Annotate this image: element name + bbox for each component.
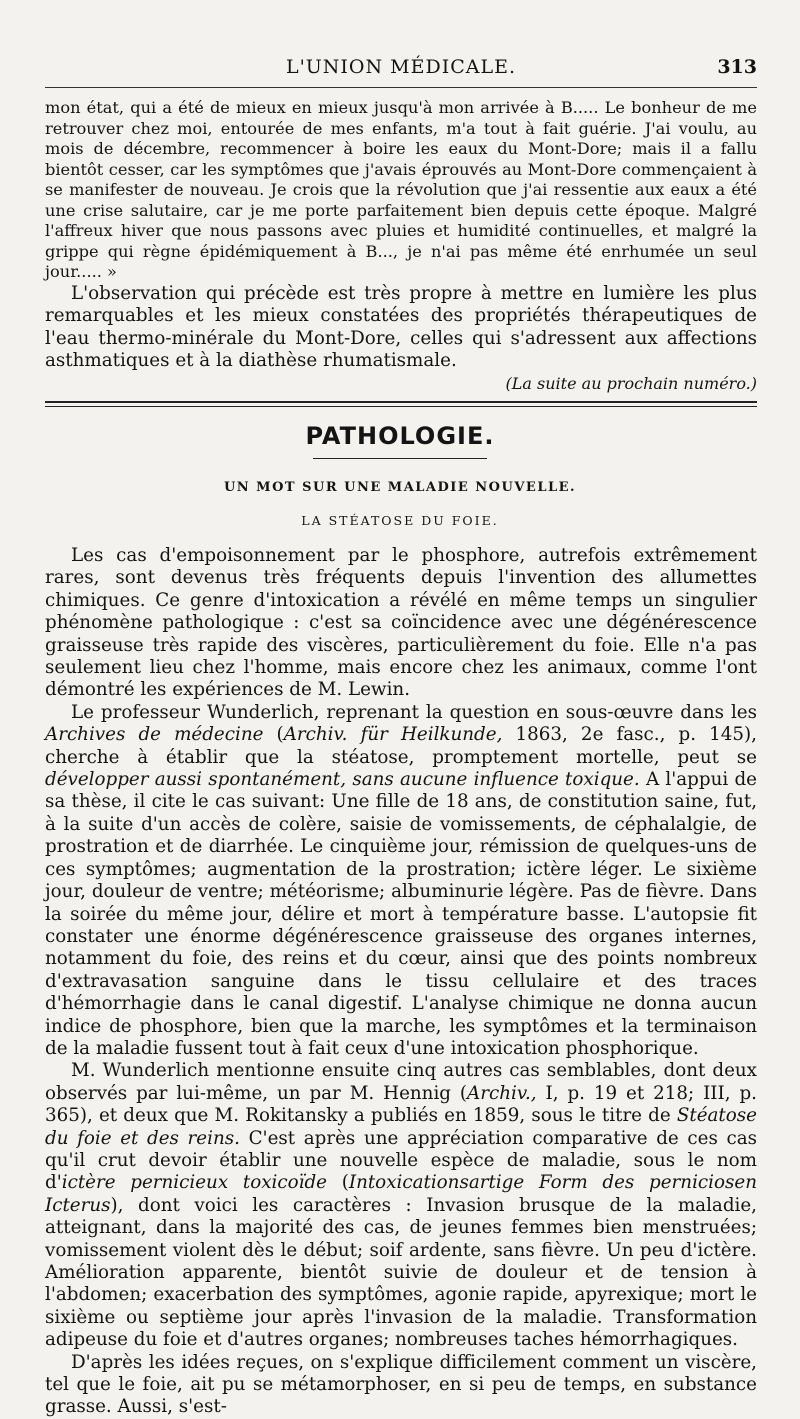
section-rule-top [45, 401, 757, 403]
article-body [45, 545, 757, 1419]
continued-note: (La suite au prochain numéro.) [505, 373, 757, 393]
section-title-underline [313, 458, 487, 459]
body-paragraph-3: M. Wunderlich mentionne ensuite cinq autres cas semblables, dont deux observés par lui-même, un par M. Hennig (Archiv., I, p. 19 et 218; III, p. 365), et deux que M. Rokitansky a publiés en 1859, sous le titre de Stéatose du foie et des reins. C'est après une appréciation comparative de ces cas qu'il crut devoir établir une nouvelle espèce de maladie, sous le nom d'ictère pernicieux toxicoïde (Intoxicationsartige Form des perniciosen Icterus), dont voici les caractères : Invasion brusque de la maladie, atteignant, dans la majorité des cas, de jeunes femmes bien menstruées; vomissement violent dès le début; soif ardente, sans fièvre. Un peu d'ictère. Amélioration apparente, bientôt suivie de douleur et de tension à l'abdomen; exacerbation des symptômes, agonie rapide, apyrexique; mort le sixième ou septième jour après l'invasion de la maladie. Transformation adipeuse du foie et d'autres organes; nombreuses taches hémorrhagiques. [45, 1060, 757, 1351]
page-header [45, 50, 757, 80]
article-title: UN MOT SUR UNE MALADIE NOUVELLE. [223, 480, 577, 495]
observation-conclusion [45, 283, 757, 395]
patient-letter-quote [45, 98, 757, 283]
subsection-title: LA STÉATOSE DU FOIE. [301, 513, 499, 528]
section-rule-bottom [45, 406, 757, 407]
body-paragraph-2: Le professeur Wunderlich, reprenant la question en sous-œuvre dans les Archives de médecine (Archiv. für Heilkunde, 1863, 2e fasc., p. 145), cherche à établir que la stéatose, promptement mortelle, peut se développer aussi spontanément, sans aucune influence toxique. A l'appui de sa thèse, il cite le cas suivant: Une fille de 18 ans, de constitution saine, fut, à la suite d'un accès de colère, saisie de vomissements, de céphalalgie, de prostration et de diarrhée. Le cinquième jour, rémission de quelques-uns de ces symptômes; augmentation de la prostration; ictère léger. Le sixième jour, douleur de ventre; météorisme; albuminurie légère. Pas de fièvre. Dans la soirée du même jour, délire et mort à température basse. L'autopsie fit constater une énorme dégénérescence graisseuse des organes internes, notamment du foie, des reins et du cœur, ainsi que des points nombreux d'extravasation sanguine dans le tissu cellulaire et des traces d'hémorrhagie dans le canal digestif. L'analyse chimique ne donna aucun indice de phosphore, bien que la marche, les symptômes et la terminaison de la maladie fussent tout à fait ceux d'une intoxication phosphorique. [45, 701, 757, 1059]
page-number: 313 [717, 56, 757, 78]
conclusion-paragraph: L'observation qui précède est très propre à mettre en lumière les plus remarquables et les mieux constatées des propriétés thérapeutiques de l'eau thermo-minérale du Mont-Dore, celles qui s'adressent aux affections asthmatiques et à la diathèse rhumatismale. [45, 283, 757, 372]
body-paragraph-4: D'après les idées reçues, on s'explique difficilement comment un viscère, tel que le foie, ait pu se métamorphoser, en si peu de temps, en substance grasse. Aussi, s'est- [45, 1351, 757, 1418]
section-title: PATHOLOGIE. [305, 422, 495, 450]
quote-paragraph: mon état, qui a été de mieux en mieux jusqu'à mon arrivée à B..... Le bonheur de me retrouver chez moi, entourée de mes enfants, m'a tout à fait guérie. J'ai voulu, au mois de décembre, recommencer à boire les eaux du Mont-Dore; mais il a fallu bientôt cesser, car les symptômes que j'avais éprouvés au Mont-Dore commençaient à se manifester de nouveau. Je crois que la révolution que j'ai ressentie aux eaux a été une crise salutaire, car je me porte parfaitement bien depuis cette époque. Malgré l'affreux hiver que nous passons avec pluies et humidité continuelles, et malgré la grippe qui règne épidémiquement à B..., je n'ai pas même été enrhumée un seul jour..... » [45, 98, 757, 281]
header-rule [45, 87, 757, 88]
body-paragraph-1: Les cas d'empoisonnement par le phosphore, autrefois extrêmement rares, sont devenus très fréquents depuis l'invention des allumettes chimiques. Ce genre d'intoxication a révélé en même temps un singulier phénomène pathologique : c'est sa coïncidence avec une dégénérescence graisseuse très rapide des viscères, particulièrement du foie. Elle n'a pas seulement lieu chez l'homme, mais encore chez les animaux, comme l'ont démontré les expériences de M. Lewin. [45, 545, 757, 701]
running-title: L'UNION MÉDICALE. [285, 56, 517, 78]
